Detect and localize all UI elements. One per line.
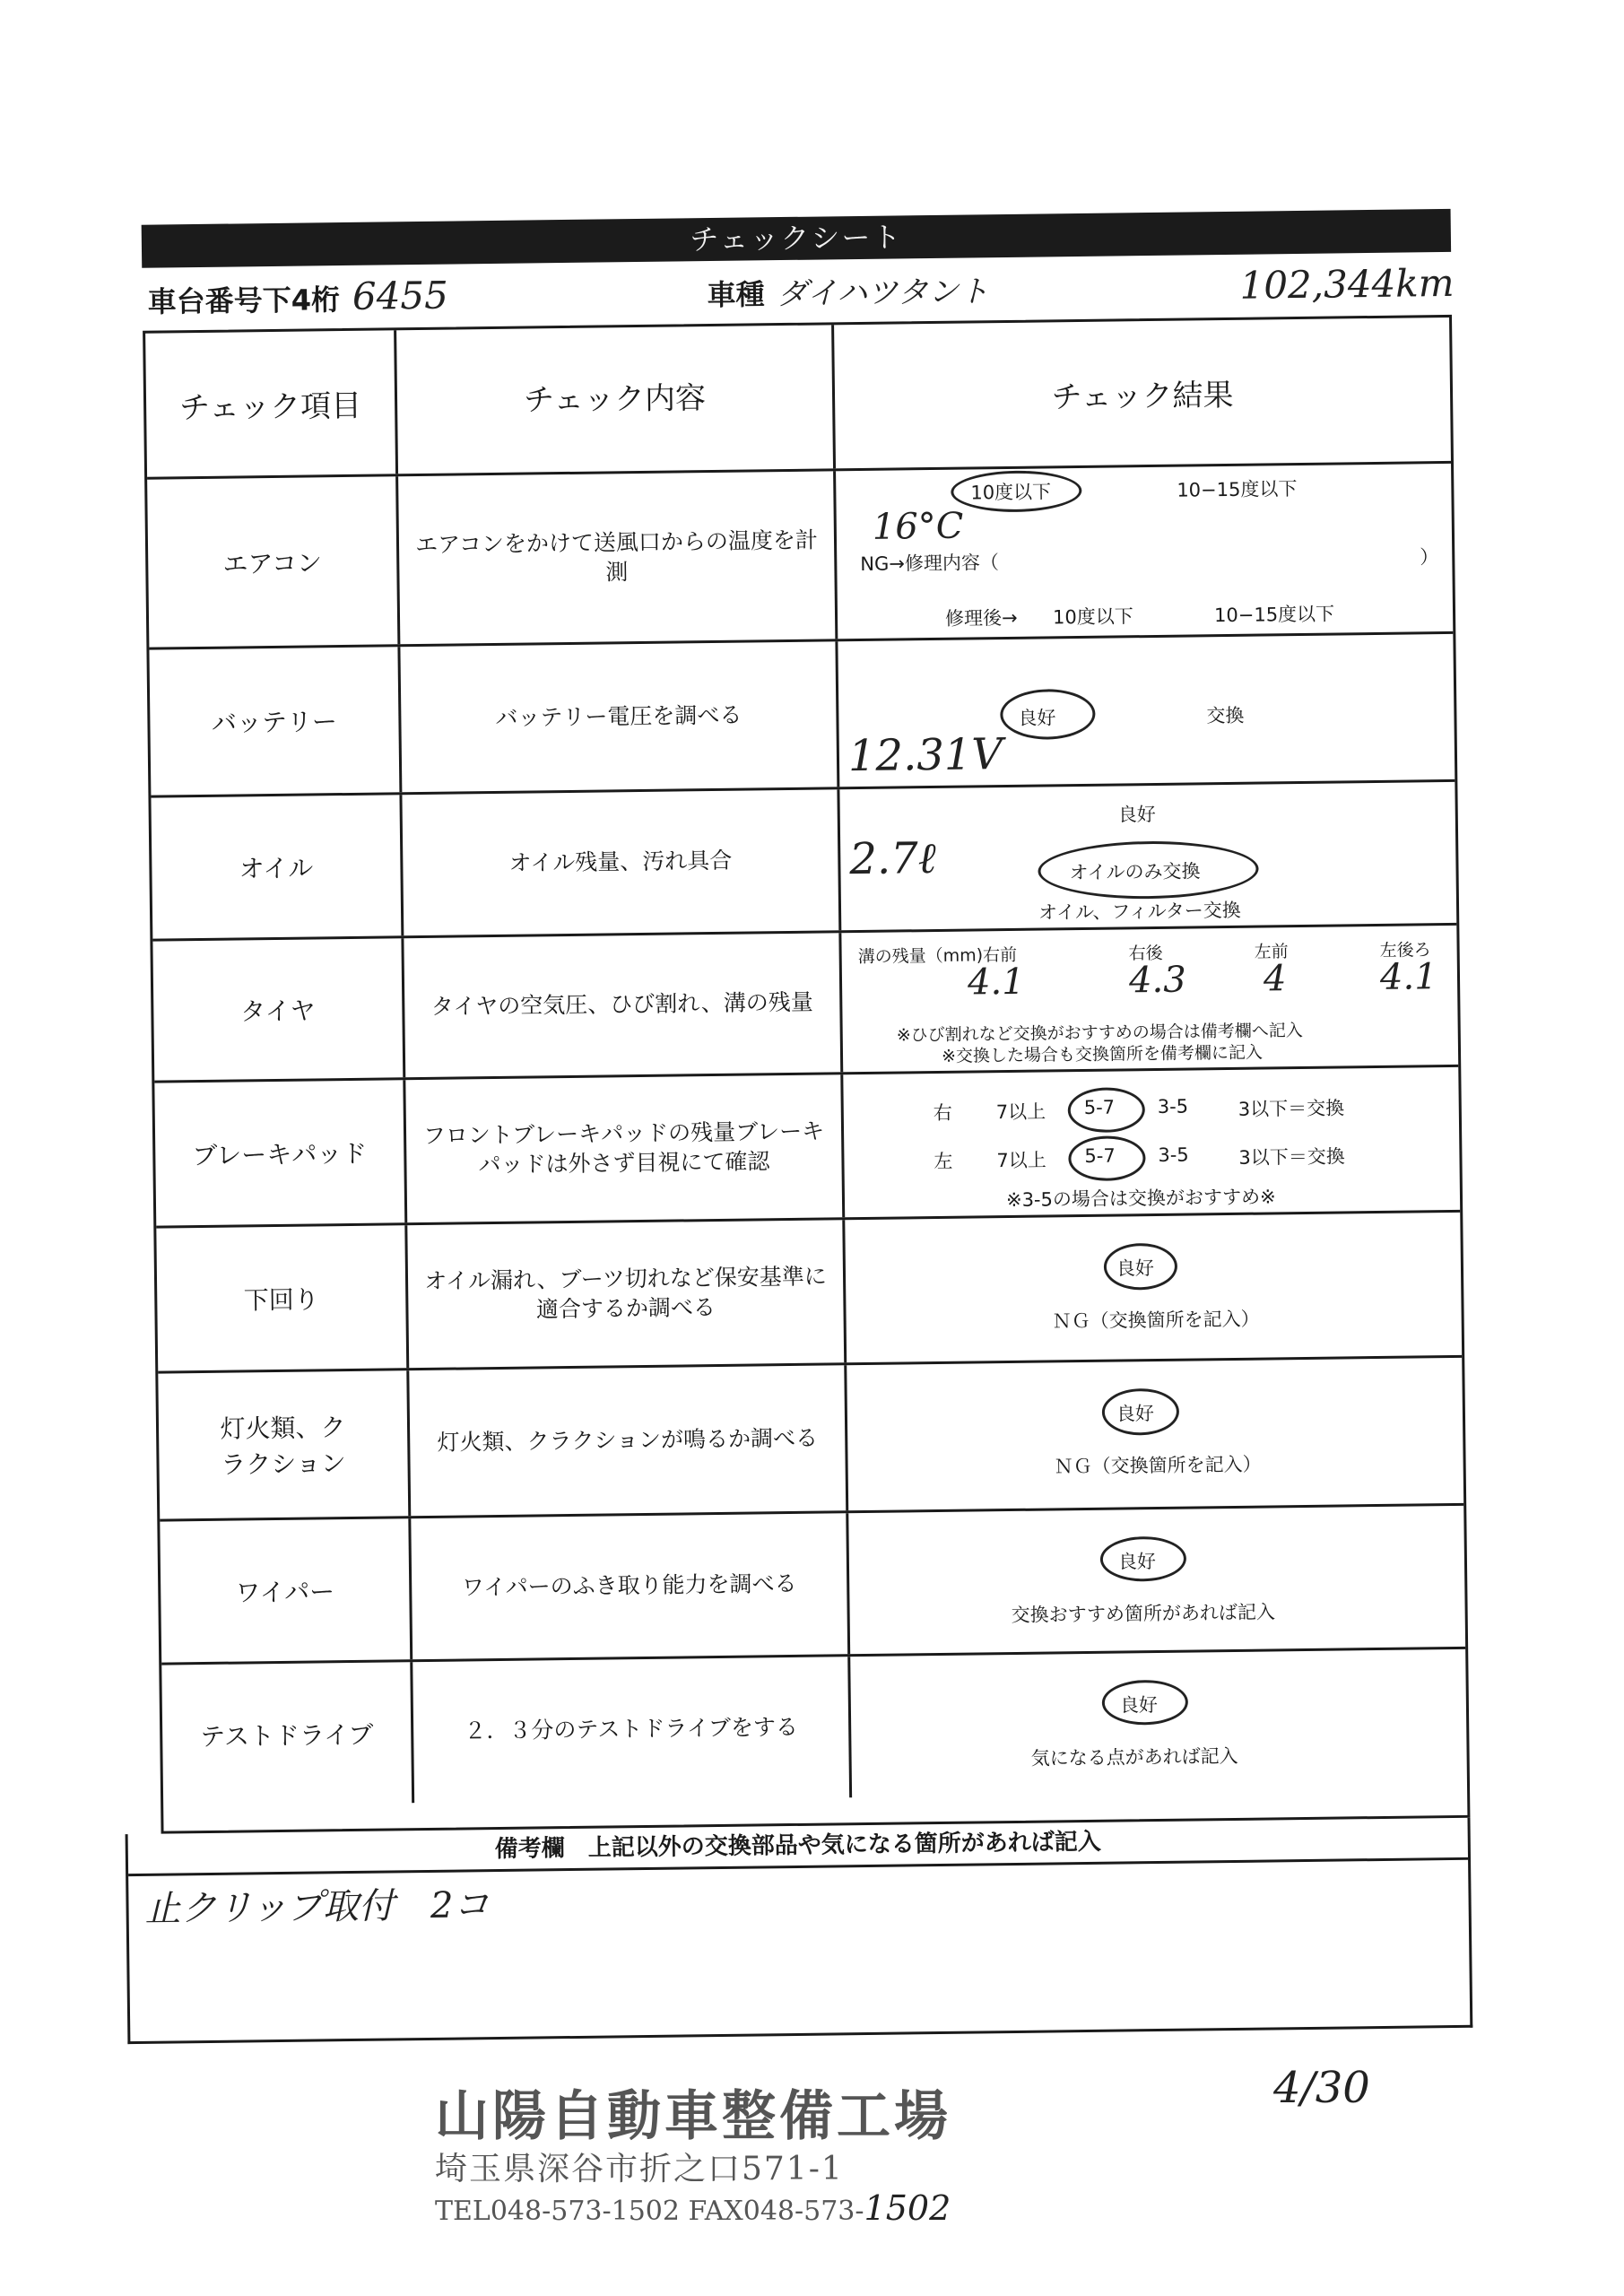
selected-circle (1038, 840, 1259, 900)
brake-right-opt-1: 7以上 (995, 1100, 1046, 1124)
aircon-result (836, 464, 1453, 639)
under-good: 良好 (1116, 1257, 1155, 1280)
vehicle-model-label: 車種 (707, 277, 765, 313)
lights-item: 灯火類、クラクション (158, 1370, 411, 1518)
row-brake (154, 1065, 1460, 1226)
drive-item: テストドライブ (161, 1662, 414, 1805)
aircon-ng-close: ） (1420, 546, 1439, 569)
vehicle-model-value: ダイハツタント (777, 274, 990, 313)
vehicle-number-value: 6455 (352, 273, 449, 318)
table-header (145, 317, 1451, 477)
lights-ng: ＮＧ（交換箇所を記入） (1054, 1453, 1262, 1478)
under-ng: ＮＧ（交換箇所を記入） (1052, 1308, 1260, 1333)
lights-content: 灯火類、クラクションが鳴るか調べる (409, 1365, 848, 1516)
battery-result (838, 634, 1455, 787)
selected-circle (1104, 1243, 1178, 1291)
oil-item: オイル (151, 795, 404, 938)
drive-good: 良好 (1119, 1694, 1159, 1717)
drive-note: 気になる点があれば記入 (1030, 1744, 1238, 1770)
oil-good: 良好 (1117, 803, 1156, 826)
tire-item: タイヤ (152, 938, 405, 1080)
header-item: チェック項目 (145, 330, 398, 476)
aircon-after-option-1: 10度以下 (1052, 605, 1133, 629)
aircon-ng: NG→修理内容（ (860, 552, 1000, 575)
lights-good: 良好 (1116, 1403, 1155, 1425)
vehicle-number (147, 274, 448, 321)
row-battery (149, 631, 1455, 796)
wiper-result (848, 1506, 1465, 1654)
company-tel-fax (435, 2188, 951, 2228)
drive-content: ２．３分のテストドライブをする (413, 1657, 852, 1803)
oil-only: オイルのみ交換 (1069, 860, 1201, 884)
selected-circle (1000, 689, 1096, 740)
battery-item: バッテリー (149, 647, 402, 795)
oil-measured: 2.7ℓ (849, 832, 937, 885)
brake-left-label: 左 (934, 1150, 953, 1173)
tire-value-rr: 4.3 (1128, 959, 1186, 1002)
remarks-title: 備考欄 上記以外の交換部品や気になる箇所があれば記入 (128, 1818, 1468, 1876)
brake-item: ブレーキパッド (154, 1080, 407, 1225)
brake-content: フロントブレーキパッドの残量ブレーキパッドは外さず目視にて確認 (405, 1074, 845, 1222)
aircon-measured: 16°C (872, 505, 964, 548)
drive-result (850, 1649, 1467, 1797)
battery-measured: 12.31V (847, 729, 1003, 782)
brake-right-opt-2: 5-7 (1083, 1096, 1116, 1118)
tire-rear-right: 右後 (1128, 943, 1163, 964)
mileage-value: 102,344km (1239, 260, 1455, 308)
tire-note-2: ※交換した場合も交換箇所を備考欄に記入 (941, 1042, 1264, 1066)
lights-result (847, 1358, 1463, 1510)
tel-fax-printed: TEL048-573-1502 FAX048-573- (435, 2196, 864, 2227)
brake-note: ※3-5の場合は交換がおすすめ※ (1005, 1186, 1276, 1212)
under-item: 下回り (156, 1225, 409, 1370)
aircon-after: 修理後→ (944, 606, 1018, 630)
brake-result (843, 1067, 1460, 1217)
oil-filter: オイル、フィルター交換 (1038, 899, 1241, 924)
tire-value-lr: 4.1 (1379, 956, 1437, 998)
brake-left-opt-1: 7以上 (996, 1149, 1046, 1172)
aircon-after-option-2: 10−15度以下 (1213, 603, 1335, 627)
tire-result (841, 926, 1458, 1072)
brake-left-opt-2: 5-7 (1084, 1144, 1116, 1167)
battery-replace: 交換 (1206, 704, 1245, 727)
tire-value-rf: 4.1 (967, 961, 1025, 1004)
vehicle-number-label: 車台番号下4桁 (147, 283, 341, 319)
tire-depth-label: 溝の残量（mm)右前 (857, 944, 1018, 968)
row-wiper (160, 1503, 1465, 1663)
under-result (845, 1213, 1462, 1362)
check-table (143, 315, 1470, 1834)
header-content: チェック内容 (396, 325, 836, 474)
row-test-drive (161, 1647, 1467, 1806)
tire-value-lf: 4 (1263, 958, 1287, 1000)
selected-circle (1067, 1087, 1145, 1133)
brake-right-opt-3: 3-5 (1157, 1095, 1189, 1118)
remarks-box (126, 1818, 1473, 2044)
under-content: オイル漏れ、ブーツ切れなど保安基準に適合するか調べる (407, 1220, 847, 1368)
brake-left-opt-4: 3以下＝交換 (1238, 1145, 1345, 1169)
brake-right-label: 右 (933, 1101, 952, 1125)
mileage (1227, 261, 1455, 308)
date-handwritten: 4/30 (1273, 2063, 1370, 2113)
header-result: チェック結果 (1051, 377, 1234, 415)
selected-circle (951, 470, 1082, 513)
vehicle-model (707, 266, 989, 314)
wiper-content: ワイパーのふき取り能力を調べる (411, 1513, 850, 1659)
company-address: 埼玉県深谷市折之口571-1 (435, 2151, 844, 2187)
selected-circle (1102, 1680, 1189, 1726)
tire-content: タイヤの空気圧、ひび割れ、溝の残量 (404, 933, 843, 1077)
aircon-item: エアコン (147, 476, 400, 647)
aircon-option-2: 10−15度以下 (1177, 478, 1298, 501)
brake-right-opt-4: 3以下＝交換 (1238, 1097, 1345, 1120)
row-under (156, 1210, 1462, 1371)
row-tire (152, 923, 1458, 1081)
row-oil (151, 779, 1456, 939)
selected-circle (1068, 1135, 1146, 1181)
tire-front-left: 左前 (1254, 942, 1289, 962)
company-stamp: 山陽自動車整備工場 (435, 2085, 951, 2148)
battery-content: バッテリー電圧を調べる (400, 641, 839, 792)
aircon-content: エアコンをかけて送風口からの温度を計測 (398, 471, 838, 644)
tire-rear-left: 左後ろ (1379, 940, 1431, 961)
check-sheet (106, 209, 1473, 2046)
row-lights (158, 1355, 1463, 1519)
tire-note-1: ※ひび割れなど交換がおすすめの場合は備考欄へ記入 (896, 1020, 1303, 1046)
aircon-option-1: 10度以下 (970, 481, 1052, 504)
remarks-entry: 止クリップ取付 2コ (144, 1884, 490, 1930)
sheet-title: チェックシート (142, 209, 1451, 268)
wiper-item: ワイパー (160, 1518, 413, 1662)
row-aircon (147, 461, 1453, 648)
wiper-note: 交換おすすめ箇所があれば記入 (1011, 1601, 1276, 1627)
fax-handwritten: 1502 (864, 2188, 951, 2228)
wiper-good: 良好 (1117, 1551, 1157, 1573)
brake-left-opt-3: 3-5 (1158, 1144, 1189, 1166)
selected-circle (1102, 1388, 1180, 1436)
oil-content: オイル残量、汚れ具合 (402, 789, 841, 935)
oil-result (839, 782, 1456, 930)
selected-circle (1100, 1536, 1187, 1582)
battery-good: 良好 (1018, 707, 1056, 729)
